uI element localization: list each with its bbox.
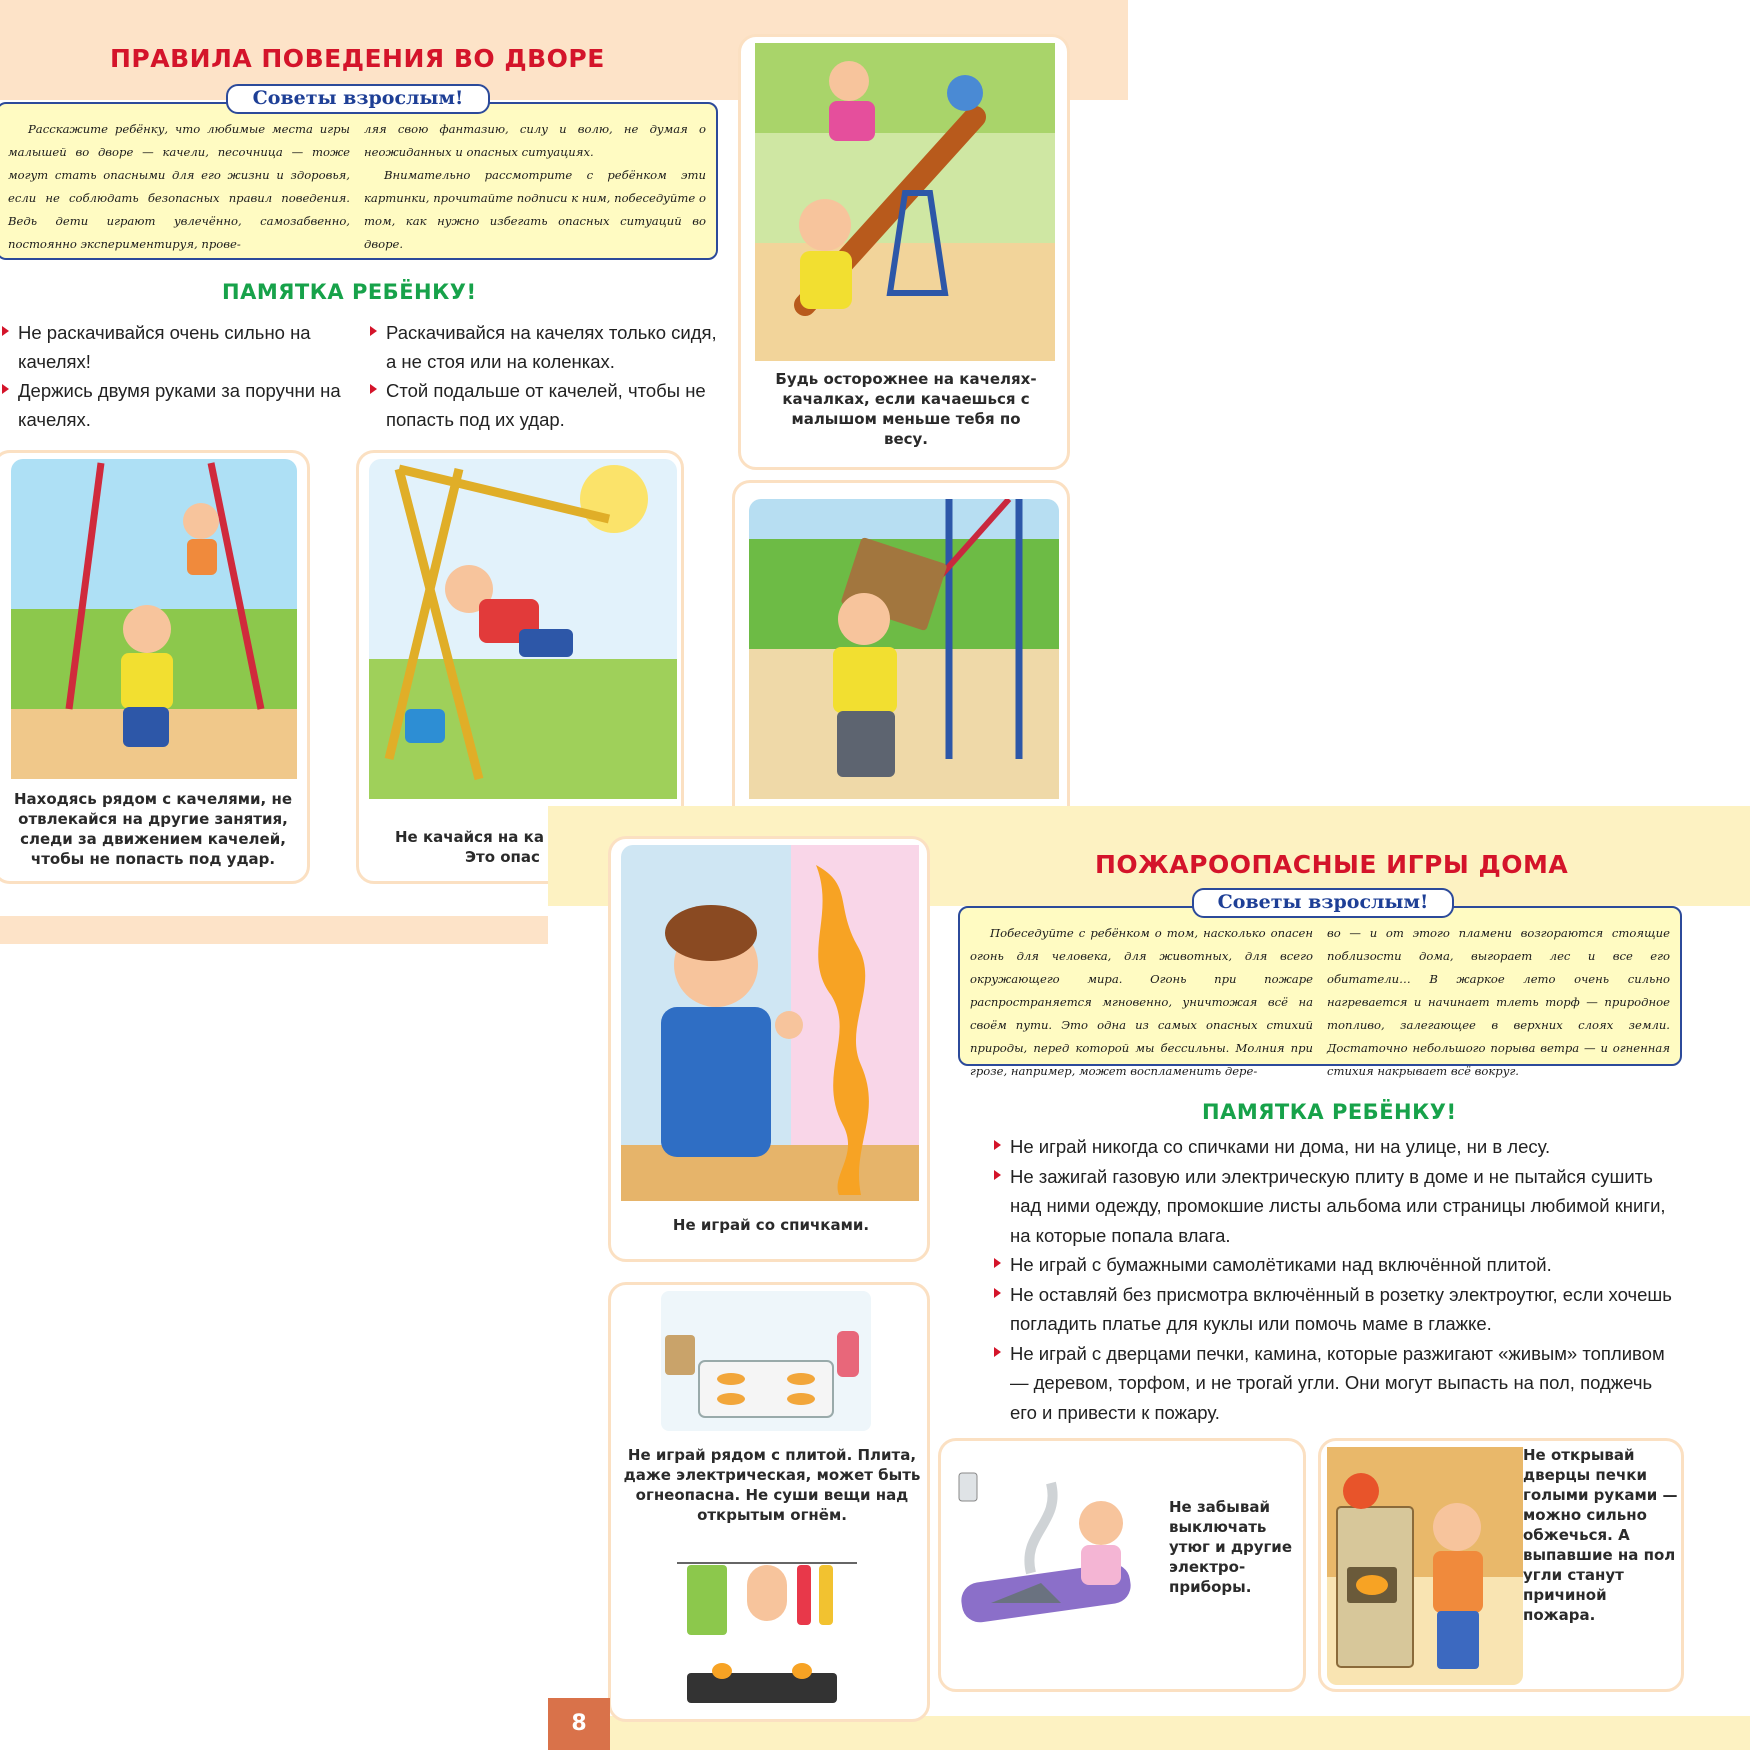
memo-title: ПАМЯТКА РЕБЁНКУ! (1202, 1100, 1457, 1124)
furnace-illustration (1327, 1447, 1523, 1685)
caption-line: Это опас (465, 848, 540, 866)
card-seesaw (738, 34, 1070, 470)
card-swing-near (0, 450, 310, 884)
card-furnace (1318, 1438, 1684, 1692)
matches-illustration (621, 845, 919, 1201)
iron-illustration (951, 1453, 1141, 1679)
advice-label: Советы взрослым! (1192, 888, 1454, 918)
page-playground-rules (0, 0, 1128, 944)
advice-text: Побеседуйте с ребёнком о том, насколько опасен огонь для человека, для животных, для всего окружающего мира. Огонь при пожаре распространяется мгновенно, уничтожая всё на своём пути. Это одна из самых опасных стихий природы, перед которой мы бессильны. Молния при грозе, например, может воспламенить дере- (970, 926, 1313, 1078)
rule-item: Не играй с дверцами печки, камина, которые разжигают «живым» топливом — деревом, торфом, и не трогай угли. Они могут выпасть на пол, поджечь его и привести к пожару. (992, 1339, 1684, 1428)
advice-column-2 (364, 118, 706, 250)
memo-title: ПАМЯТКА РЕБЁНКУ! (222, 280, 477, 304)
drying-clothes-illustration (677, 1553, 857, 1713)
advice-text: Расскажите ребёнку, что любимые места игры малышей во дворе — качели, песочница — тоже могут стать опасными для его жизни и здоровья, если не соблюдать безопасных правил поведения. Ведь дети играют увлечённо, самозабвенно, постоянно экспериментируя, прове- (8, 122, 350, 251)
page-number: 8 (548, 1698, 610, 1750)
advice-text: во — и от этого пламени возгораются стоящие поблизости дома, выгорает лес и все его обитатели… В жаркое лето очень сильно нагревается и начинает тлеть торф — природное топливо, залегающее в верхних слоях земли. Достаточно небольшого порыва ветра — и огненная стихия накрывает всё вокруг. (1327, 926, 1670, 1078)
card-stove (608, 1282, 930, 1722)
caption-swing-near: Находясь рядом с качелями, не отвлекайся на другие занятия, следи за движением качелей, чтобы не попасть под удар. (13, 790, 292, 868)
rule-item: Не играй с бумажными самолётиками над включённой плитой. (992, 1250, 1684, 1280)
advice-text: Внимательно рассмотрите с ребёнком эти картинки, прочитайте подписи к ним, побеседуйте о том, как нужно избегать опасных ситуаций во дворе. (364, 168, 706, 251)
swing-standing-illustration (369, 459, 677, 799)
swing-near-illustration (11, 459, 297, 779)
rule-item: Стой подальше от качелей, чтобы не попасть под их удар. (368, 376, 718, 434)
advice-column-1 (8, 118, 350, 250)
page-title: ПОЖАРООПАСНЫЕ ИГРЫ ДОМА (1095, 850, 1569, 879)
page-title: ПРАВИЛА ПОВЕДЕНИЯ ВО ДВОРЕ (110, 44, 605, 73)
stove-illustration (661, 1291, 871, 1431)
card-iron (938, 1438, 1306, 1692)
caption-furnace: Не открывай дверцы печки голыми руками — можно сильно обжечься. А выпавшие на пол угли станут причиной пожара. (1523, 1446, 1678, 1624)
advice-box (958, 906, 1682, 1078)
caption-stove: Не играй рядом с плитой. Плита, даже электрическая, может быть огнеопасна. Не суши вещи над открытым огнём. (623, 1446, 921, 1524)
rules-list (992, 1132, 1684, 1427)
caption-matches: Не играй со спичками. (672, 1216, 870, 1234)
page-fire-games (548, 806, 1750, 1750)
caption-iron: Не забывай выключать утюг и другие электро- приборы. (1169, 1498, 1292, 1596)
rules-list-left (0, 318, 346, 434)
advice-box (0, 102, 718, 260)
advice-column-1 (970, 922, 1313, 1078)
card-swing-hit (732, 480, 1070, 840)
caption-line: Не качайся на ка (395, 828, 544, 846)
advice-column-2 (1327, 922, 1670, 1078)
swing-hit-illustration (749, 499, 1059, 799)
rule-item: Раскачивайся на качелях только сидя, а не стоя или на коленках. (368, 318, 718, 376)
seesaw-illustration (755, 43, 1055, 361)
rule-item: Не оставляй без присмотра включённый в розетку электроутюг, если хочешь погладить платье для куклы или помочь маме в глажке. (992, 1280, 1684, 1339)
card-matches (608, 836, 930, 1262)
rules-list-right (368, 318, 718, 434)
rule-item: Не раскачивайся очень сильно на качелях! (0, 318, 346, 376)
rule-item: Держись двумя руками за поручни на качелях. (0, 376, 346, 434)
advice-label: Советы взрослым! (226, 84, 490, 114)
rule-item: Не играй никогда со спичками ни дома, ни на улице, ни в лесу. (992, 1132, 1684, 1162)
caption-seesaw: Будь осторожнее на качелях-качалках, если качаешься с малышом меньше тебя по весу. (775, 370, 1037, 448)
rule-item: Не зажигай газовую или электрическую плиту в доме и не пытайся сушить над ними одежду, промокшие листы альбома или страницы любимой книги, на которые попала влага. (992, 1162, 1684, 1251)
advice-text: ляя свою фантазию, силу и волю, не думая о неожиданных и опасных ситуациях. (364, 122, 706, 159)
